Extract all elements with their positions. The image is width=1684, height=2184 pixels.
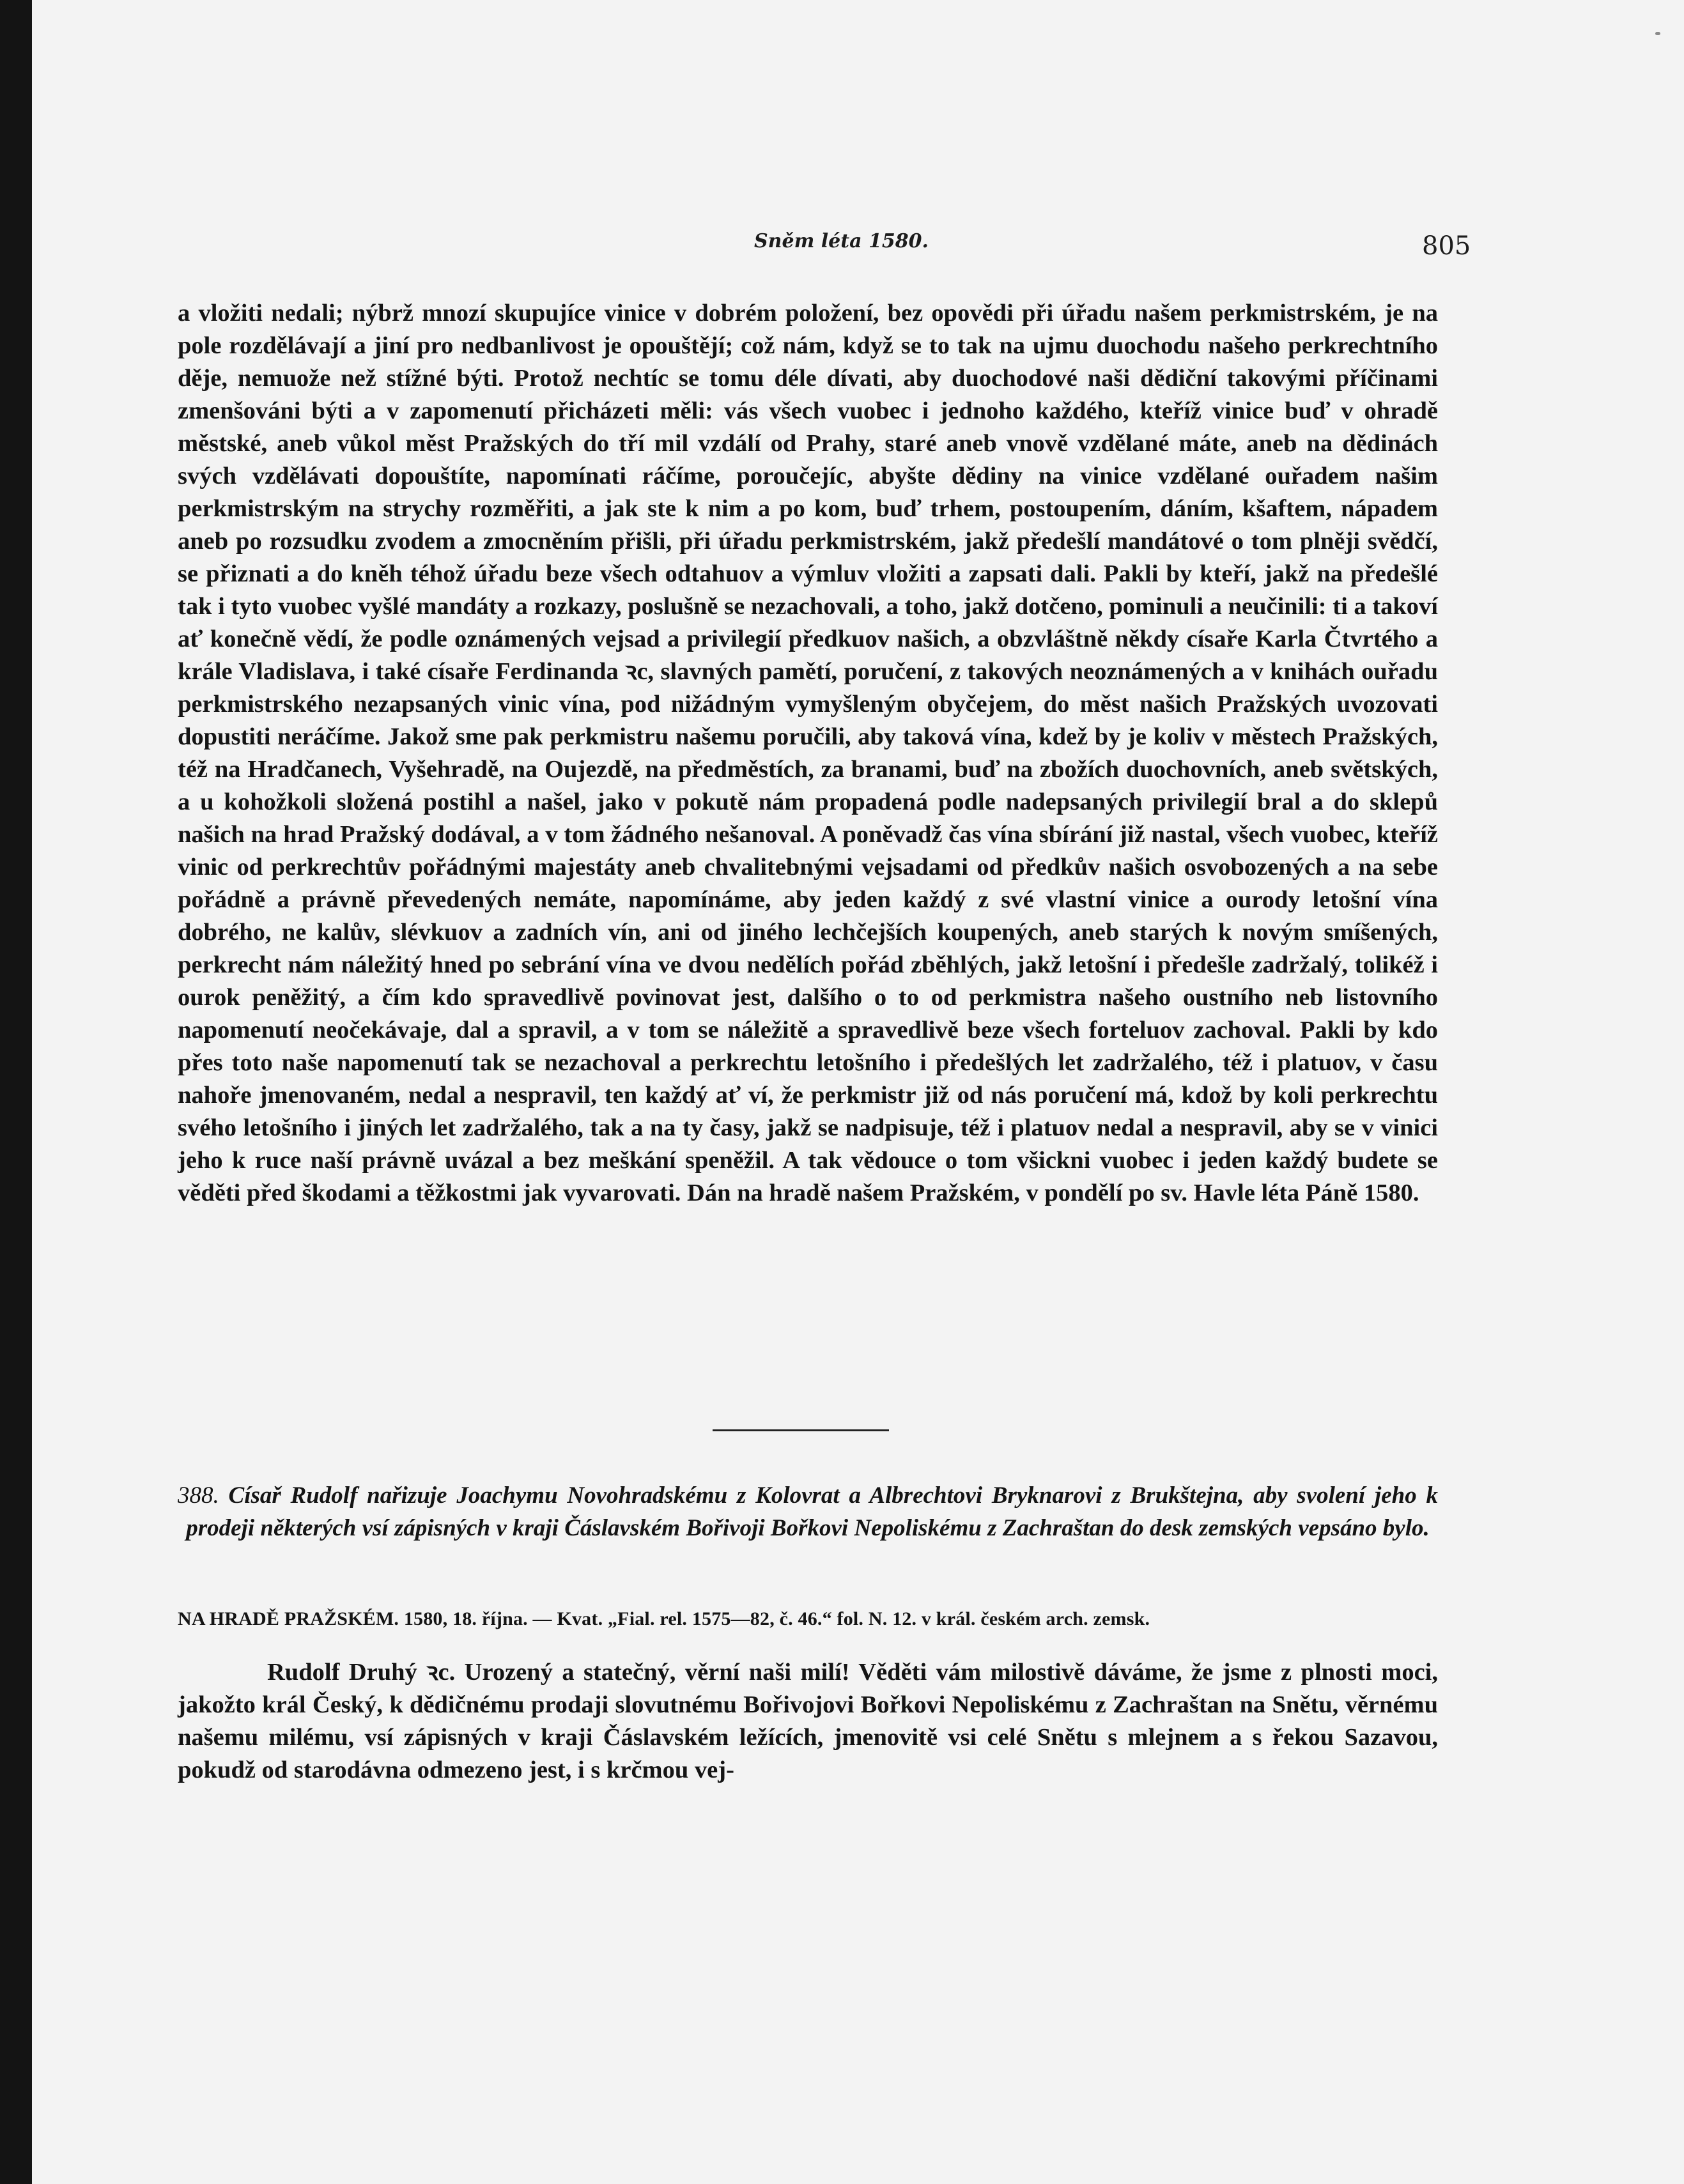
paragraph-1: a vložiti nedali; nýbrž mnozí skupujíce vinice v dobrém položení, bez opovědi při úřadu našem perkmistrském, je na pole rozdělávají a jiní pro nedbanlivost je opouštějí; což nám, když se to tak na ujmu duochodu našeho perkrechtního děje, nemuože než stížné býti. Protož nechtíc se tomu déle dívati, aby duochodové naši dědiční takovými příčinami zmenšováni býti a v zapomenutí přicházeti měli: vás všech vuobec i jednoho každého, kteříž vinice buď v ohradě městské, aneb vůkol měst Pražských do tří mil vzdálí od Prahy, staré aneb vnově vzdělané máte, aneb na dědinách svých vzdělávati dopouštíte, napomínati ráčíme, poroučejíc, abyšte dědiny na vinice vzdělané ouřadem našim perkmistrským na strychy rozměřiti, a jak ste k nim a po kom, buď trhem, postoupením, dáním, kšaftem, nápadem aneb po rozsudku zvodem a zmocněním přišli, při úřadu perkmistrském, jakž předešlí mandátové o tom plněji svědčí, se přiznati a do kněh téhož úřadu beze všech odtahuov a výmluv vložiti a zapsati dali. Pakli by kteří, jakž na předešlé tak i tyto vuobec vyšlé mandáty a rozkazy, poslušně se nezachovali, a toho, jakž dotčeno, pominuli a neučinili: ti a takoví ať konečně vědí, že podle oznámených vejsad a privilegií předkuov našich, a obzvláštně někdy císaře Karla Čtvrtého a krále Vladislava, i také císaře Ferdinanda ꝛc, slavných pamětí, poručení, z takových neoznámených a v knihách ouřadu perkmistrského nezapsaných vinic vína, pod nižádným vymyšleným obyčejem, do měst našich Pražských uvozovati dopustiti neráčíme. Jakož sme pak perkmistru našemu poručili, aby taková vína, kdež by je koliv v městech Pražských, též na Hradčanech, Vyšehradě, na Oujezdě, na předměstích, za branami, buď na zbožích duochovních, aneb světských, a u kohožkoli složená postihl a našel, jako v pokutě nám propadená podle nadepsaných privilegií bral a do sklepů našich na hrad Pražský dodával, a v tom žádného nešanoval. A poněvadž čas vína sbírání již nastal, všech vuobec, kteříž vinic od perkrechtův pořádnými majestáty aneb chvalitebnými vejsadami od předkův našich osvobozených a na sebe pořádně a právně převedených nemáte, napomínáme, aby jeden každý z své vlastní vinice a ourody letošní vína dobrého, ne kalův, slévkuov a zadních vín, ani od jiného lechčejších koupených, aneb starých k novým smíšených, perkrecht nám náležitý hned po sebrání vína ve dvou nedělích pořád zběhlých, jakž letošní i předešle zadržalý, tolikéž i ourok peněžitý, a čím kdo spravedlivě povinovat jest, dalšího o to od perkmistra našeho oustního neb listovního napomenutí neočekávaje, dal a spravil, a v tom se náležitě a spravedlivě beze všech forteluov zachoval. Pakli by kdo přes toto naše napomenutí tak se nezachoval a perkrechtu letošního i předešlých let zadržalého, též i platuov, v času nahoře jmenovaném, nedal a nespravil, ten každý ať ví, že perkmistr již od nás poručení má, kdož by koli perkrechtu svého letošního i jiných let zadržalého, tak a na ty časy, jakž se nadpisuje, též i platuov nedal a nespravil, aby se v vinici jeho k ruce naší právně uvázal a bez meškání speněžil. A tak vědouce o tom všickni vuobec i jeden každý budete se věděti před škodami a těžkostmi jak vyvarovati. Dán na hradě našem Pražském, v pondělí po sv. Havle léta Páně 1580.	[178, 300, 1438, 1206]
source-line: NA HRADĚ PRAŽSKÉM. 1580, 18. října. — Kvat. „Fial. rel. 1575—82, č. 46.“ fol. N. 12. v král. českém arch. zemsk.	[178, 1608, 1150, 1629]
paragraph-2: Rudolf Druhý ꝛc. Urozený a statečný, věrní naši milí! Věděti vám milostivě dáváme, že jsme z plnosti moci, jakožto král Český, k dědičnému prodaji slovutnému Bořivojovi Bořkovi Nepoliskému z Zachraštan na Snětu, věrnému našemu milému, vsí zápisných v kraji Čáslavském ležících, jmenovitě vsi celé Snětu s mlejnem a s řekou Sazavou, pokudž od starodávna odmezeno jest, i s krčmou vej-	[178, 1659, 1438, 1783]
running-head: Sněm léta 1580.	[754, 230, 929, 252]
document-heading-text: Císař Rudolf nařizuje Joachymu Novohradskému z Kolovrat a Albrechtovi Bryknarovi z Brukštejna, aby svolení jeho k prodeji některých vsí zápisných v kraji Čáslavském Bořivoji Bořkovi Nepoliskému z Zachraštan do desk zemských vepsáno bylo.	[186, 1482, 1438, 1541]
page-number: 805	[1422, 231, 1471, 261]
document-heading	[178, 1479, 1438, 1544]
section-separator	[713, 1429, 889, 1431]
document-number: 388.	[178, 1482, 219, 1509]
scan-artifact	[1655, 32, 1660, 35]
